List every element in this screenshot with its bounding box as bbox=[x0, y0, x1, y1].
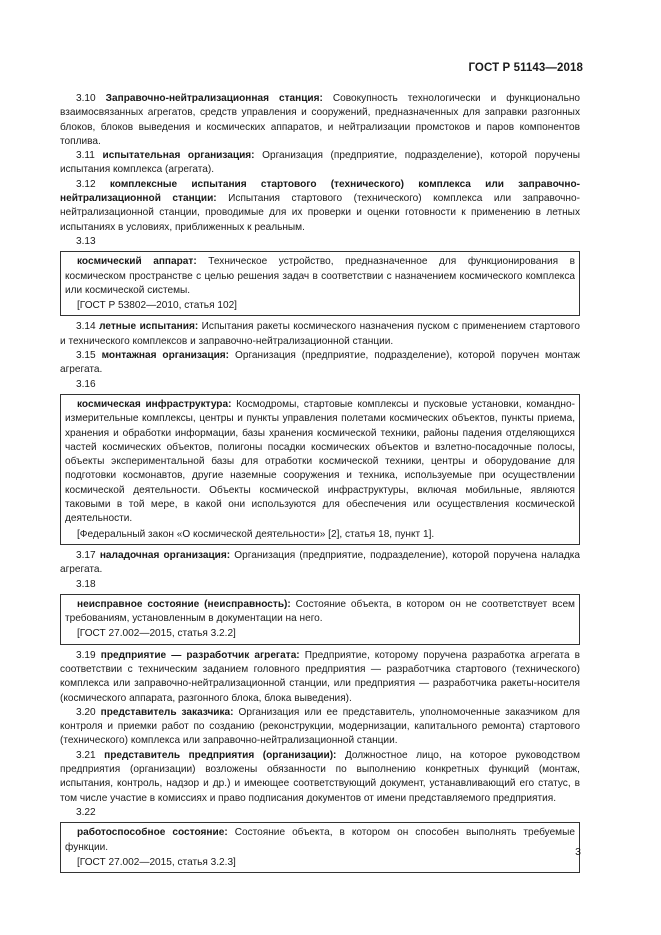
term-number: 3.22 bbox=[76, 806, 96, 818]
page-number: 3 bbox=[575, 846, 581, 858]
term-number: 3.16 bbox=[76, 378, 96, 390]
term-name: комплексные испытания стартового (технического) комплекса или заправочно-нейтрализационной станции: bbox=[60, 178, 580, 205]
term-definition bbox=[60, 320, 580, 349]
term-text: Состояние объекта, в котором он не соответствует всем требованиям, установленным в документации на него. bbox=[65, 598, 576, 625]
term-text: Испытания стартового (технического) комплекса или заправочно-нейтрализационной станции, проводимые для их проверки и оценки готовности к применению в летных испытаниях в условиях, приближенных к реальным. bbox=[60, 193, 580, 233]
term-name: космический аппарат: bbox=[77, 256, 197, 268]
term-name: Заправочно-нейтрализационная станция: bbox=[105, 93, 323, 104]
quoted-definition-box bbox=[60, 394, 580, 545]
term-number: 3.20 bbox=[76, 706, 96, 718]
term-number: 3.10 bbox=[76, 93, 96, 104]
term-definition bbox=[60, 178, 580, 235]
term-name: работоспособное состояние: bbox=[77, 827, 228, 839]
term-name: наладочная организация: bbox=[99, 549, 231, 561]
document-body bbox=[60, 92, 580, 877]
term-definition bbox=[60, 92, 580, 149]
term-text: Организация (предприятие, подразделение), которой поручена наладка агрегата. bbox=[60, 549, 580, 576]
term-number: 3.21 bbox=[76, 749, 96, 761]
term-name: монтажная организация: bbox=[101, 350, 230, 362]
definition-source: [ГОСТ 27.002—2015, статья 3.2.2] bbox=[77, 628, 236, 640]
document-code: ГОСТ Р 51143—2018 bbox=[468, 62, 583, 74]
term-definition bbox=[60, 749, 580, 806]
term-text: Совокупность технологически и функционально взаимосвязанных агрегатов, средств управления и сооружений, предназначенных для заправки разгонных блоков, блоков выведения и космических аппаратов, и нейтрализации промстоков и паров компонентов топлива. bbox=[60, 93, 581, 147]
term-text: Предприятие, которому поручена разработка агрегата в соответствии с техническим заданием головного предприятия — разработчика стартового (технического) комплекса или заправочно-нейтрализационной станции, или предприятия — разработчика ракеты-носителя (космического аппарата, разгонного блока, блока выведения). bbox=[60, 649, 581, 704]
term-text: Организация или ее представитель, уполномоченные заказчиком для контроля и приемки работ по созданию (реконструкции, модернизации, капитального ремонта) стартового (технического) комплекса или заправочно-нейтрализационной станции. bbox=[60, 706, 580, 747]
term-text: Космодромы, стартовые комплексы и пусковые установки, командно-измерительные комплексы, центры и пункты управления полетами космических объектов, пункты приема, хранения и обработки информации, базы хранения космической техники, районы падения отделяющихся частей космических объектов, полигоны посадки космических объектов и взлетно-посадочные полосы, объекты экспериментальной базы для отработки космической техники, центры и оборудование для подготовки космонавтов, другие наземные сооружения и техника, используемые при осуществлении космической деятельности. Объекты космической инфраструктуры, включая мобильные, являются таковыми в той мере, в какой они используются для обеспечения или осуществления космической деятельности. bbox=[65, 398, 575, 525]
term-definition bbox=[60, 549, 580, 578]
term-number: 3.14 bbox=[76, 321, 96, 333]
term-name: представитель заказчика: bbox=[100, 706, 234, 718]
definition-source: [ГОСТ Р 53802—2010, статья 102] bbox=[77, 300, 237, 312]
term-number: 3.17 bbox=[76, 549, 96, 561]
term-definition bbox=[60, 349, 580, 378]
term-text: Техническое устройство, предназначенное для функционирования в космическом пространстве с целью решения задач в соответствии с назначением космического комплекса или космической системы. bbox=[65, 256, 575, 296]
term-definition bbox=[60, 706, 580, 749]
term-number: 3.12 bbox=[76, 178, 96, 190]
term-definition bbox=[65, 398, 575, 527]
term-definition bbox=[60, 149, 580, 178]
term-number: 3.19 bbox=[76, 649, 96, 661]
term-name: неисправное состояние (неисправность): bbox=[77, 598, 291, 610]
term-text: Организация (предприятие, подразделение), которой поручен монтаж агрегата. bbox=[60, 350, 580, 376]
term-name: космическая инфраструктура: bbox=[77, 398, 232, 410]
term-number: 3.18 bbox=[76, 578, 96, 590]
definition-source: [ГОСТ 27.002—2015, статья 3.2.3] bbox=[77, 856, 236, 868]
term-number: 3.15 bbox=[76, 350, 96, 362]
term-definition bbox=[60, 649, 580, 706]
term-definition bbox=[65, 255, 575, 298]
term-name: предприятие — разработчик агрегата: bbox=[100, 649, 300, 661]
term-definition bbox=[65, 826, 575, 855]
term-text: Состояние объекта, в котором он способен выполнять требуемые функции. bbox=[65, 827, 575, 853]
term-name: испытательная организация: bbox=[102, 150, 255, 162]
term-text: Организация (предприятие, подразделение), которой поручены испытания комплекса (агрегата). bbox=[60, 150, 581, 176]
term-text: Испытания ракеты космического назначения пуском с применением стартового и технического комплексов и заправочно-нейтрализационной станции. bbox=[60, 321, 580, 347]
definition-source: [Федеральный закон «О космической деятельности» [2], статья 18, пункт 1]. bbox=[77, 528, 435, 540]
term-number: 3.13 bbox=[76, 235, 96, 247]
term-number: 3.11 bbox=[76, 150, 95, 162]
term-definition bbox=[65, 598, 575, 627]
quoted-definition-box bbox=[60, 251, 580, 316]
term-name: летные испытания: bbox=[99, 321, 199, 333]
term-text: Должностное лицо, на которое руководством предприятия (организации) возложены обязанности по выполнению конкретных функций (монтаж, испытания, контроль, надзор и др.) и имеющее соответствующий документ, устанавливающий его статус, в том числе участие в комиссиях и право подписания документов от имени представляемого предприятия. bbox=[60, 749, 581, 804]
term-name: представитель предприятия (организации): bbox=[104, 749, 337, 761]
quoted-definition-box bbox=[60, 822, 580, 873]
quoted-definition-box bbox=[60, 594, 580, 645]
